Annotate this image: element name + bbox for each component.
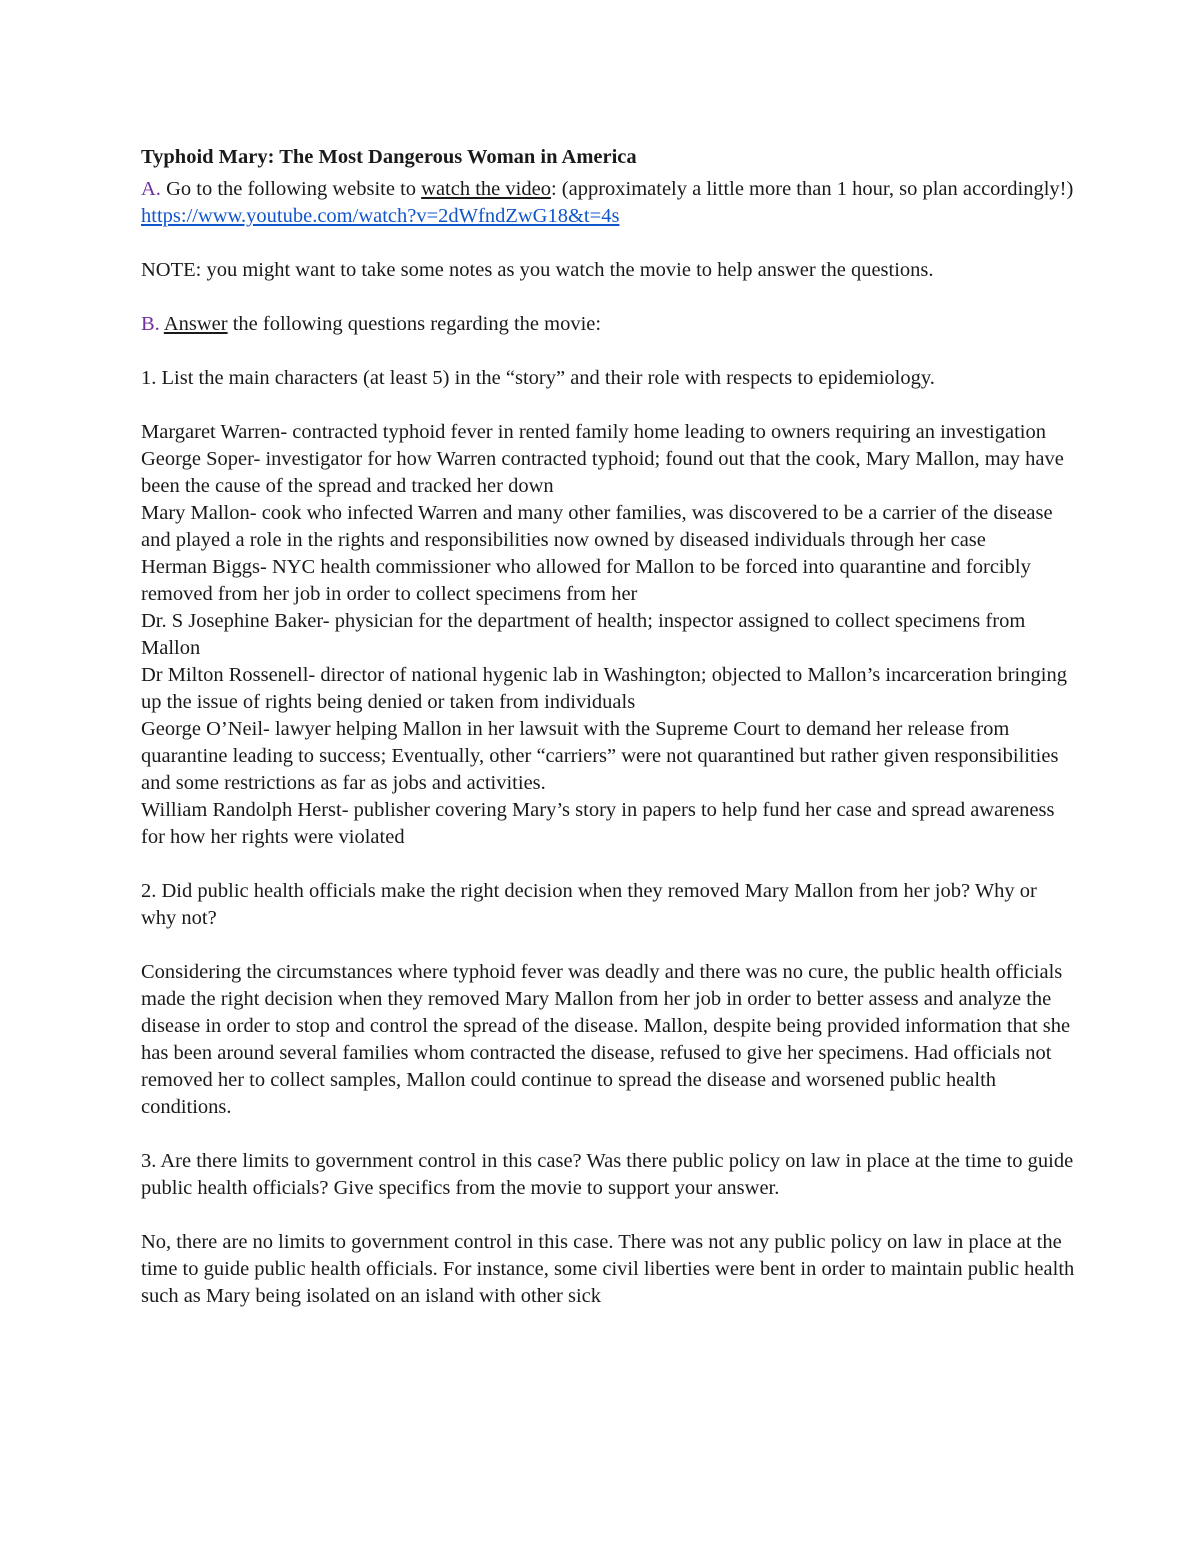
character-entry: Mary Mallon- cook who infected Warren and many other families, was discovered to be a carrier of the disease and played a role in the rights and responsibilities now owned by diseased individuals through her case bbox=[141, 502, 1053, 551]
character-entry: Dr. S Josephine Baker- physician for the department of health; inspector assigned to collect specimens from Mallon bbox=[141, 610, 1026, 659]
section-a bbox=[141, 176, 1076, 230]
character-entry: George Soper- investigator for how Warren contracted typhoid; found out that the cook, Mary Mallon, may have been the cause of the spread and tracked her down bbox=[141, 448, 1064, 497]
question-2: 2. Did public health officials make the right decision when they removed Mary Mallon from her job? Why or why not? bbox=[141, 880, 1037, 929]
section-a-text-after: : (approximately a little more than 1 hour, so plan accordingly!) bbox=[550, 178, 1074, 200]
watch-video-text: watch the video bbox=[421, 178, 551, 200]
section-a-text-before: Go to the following website to bbox=[166, 178, 422, 200]
youtube-link[interactable]: https://www.youtube.com/watch?v=2dWfndZwG18&t=4s bbox=[141, 205, 620, 227]
question-3: 3. Are there limits to government control in this case? Was there public policy on law in place at the time to guide public health officials? Give specifics from the movie to support your answer. bbox=[141, 1150, 1074, 1199]
character-entry: Margaret Warren- contracted typhoid fever in rented family home leading to owners requiring an investigation bbox=[141, 421, 1046, 443]
section-b-text-after: the following questions regarding the movie: bbox=[227, 313, 602, 335]
character-entry: William Randolph Herst- publisher covering Mary’s story in papers to help fund her case and spread awareness for how her rights were violated bbox=[141, 799, 1055, 848]
question-3-answer: No, there are no limits to government control in this case. There was not any public policy on law in place at the time to guide public health officials. For instance, some civil liberties were bent in order to maintain public health such as Mary being isolated on an island with other sick bbox=[141, 1231, 1075, 1307]
section-a-marker: A. bbox=[141, 178, 161, 200]
question-1: 1. List the main characters (at least 5) in the “story” and their role with respects to epidemiology. bbox=[141, 367, 935, 389]
section-b-marker: B. bbox=[141, 313, 160, 335]
character-entry: Herman Biggs- NYC health commissioner who allowed for Mallon to be forced into quarantine and forcibly removed from her job in order to collect specimens from her bbox=[141, 556, 1031, 605]
note-text: NOTE: you might want to take some notes as you watch the movie to help answer the questions. bbox=[141, 259, 934, 281]
character-entry: Dr Milton Rossenell- director of national hygenic lab in Washington; objected to Mallon’s incarceration bringing up the issue of rights being denied or taken from individuals bbox=[141, 664, 1067, 713]
section-b bbox=[141, 311, 1076, 338]
character-entry: George O’Neil- lawyer helping Mallon in her lawsuit with the Supreme Court to demand her release from quarantine leading to success; Eventually, other “carriers” were not quarantined but rather given responsibilities and some restrictions as far as jobs and activities. bbox=[141, 718, 1059, 794]
document-title: Typhoid Mary: The Most Dangerous Woman in America bbox=[141, 146, 637, 168]
question-2-answer: Considering the circumstances where typhoid fever was deadly and there was no cure, the public health officials made the right decision when they removed Mary Mallon from her job in order to better assess and analyze the disease in order to stop and control the spread of the disease. Mallon, despite being provided information that she has been around several families whom contracted the disease, refused to give her specimens. Had officials not removed her to collect samples, Mallon could continue to spread the disease and worsened public health conditions. bbox=[141, 961, 1071, 1118]
question-1-answers bbox=[141, 419, 1076, 851]
answer-text: Answer bbox=[163, 313, 228, 335]
document-page bbox=[141, 138, 1076, 1310]
